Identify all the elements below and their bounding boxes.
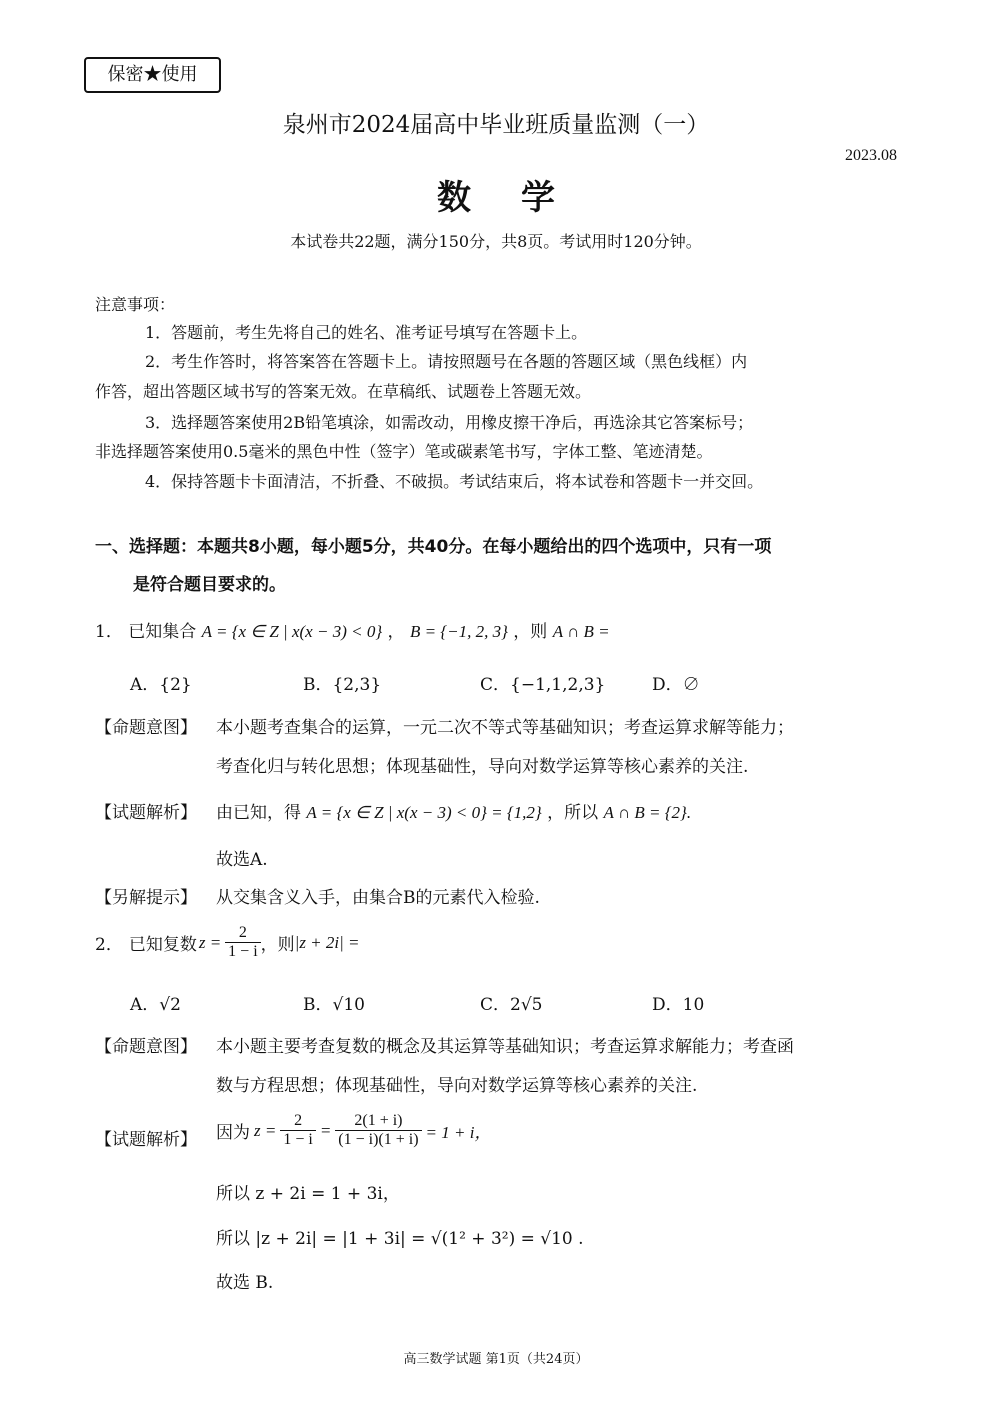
z-symbol: z = <box>198 932 222 952</box>
option-d: D．∅ <box>652 675 700 695</box>
fraction-numerator: 2 <box>225 924 260 943</box>
because-text: 因为 <box>216 1123 250 1143</box>
section-heading-cont: 是符合题目要求的。 <box>133 575 286 595</box>
exam-title: 泉州市2024届高中毕业班质量监测（一） <box>282 112 710 138</box>
analysis-label: 【试题解析】 <box>95 1130 197 1150</box>
set-a: A = {x ∈ Z | x(x − 3) < 0} <box>201 622 383 641</box>
notice-item-3: 3．选择题答案使用2B铅笔填涂，如需改动，用橡皮擦干净后，再选涂其它答案标号； <box>145 413 754 432</box>
analysis-line-1 <box>216 1112 491 1149</box>
analysis-prefix: 由已知，得 <box>216 803 301 823</box>
analysis-label: 【试题解析】 <box>95 803 197 823</box>
analysis-result: A ∩ B = {2}. <box>603 803 692 822</box>
analysis-so: ，所以 <box>547 803 599 823</box>
comma: ， <box>387 622 405 642</box>
option-a: A．√2 <box>130 995 181 1015</box>
question-1 <box>95 617 610 642</box>
fraction-2-denominator: (1 − i)(1 + i) <box>338 1131 419 1148</box>
notice-item-2-cont: 作答，超出答题区域书写的答案无效。在草稿纸、试题卷上答题无效。 <box>95 382 592 401</box>
fraction-2-numerator: 2(1 + i) <box>335 1112 421 1131</box>
confidential-badge: 保密★使用 <box>84 57 221 93</box>
subject-title: 数学 <box>437 178 605 218</box>
then-text: ，则 <box>260 935 295 955</box>
intent-text: 本小题主要考查复数的概念及其运算等基础知识；考查运算求解能力；考查函 <box>216 1037 794 1057</box>
fraction-2 <box>335 1112 421 1149</box>
result: = 1 + i， <box>425 1123 492 1142</box>
question-number: 2． <box>95 935 123 955</box>
exam-info: 本试卷共22题，满分150分，共8页。考试用时120分钟。 <box>290 232 702 251</box>
exam-date: 2023.08 <box>845 147 897 164</box>
question-2 <box>95 924 360 961</box>
notice-item-3-cont: 非选择题答案使用0.5毫米的黑色中性（签字）笔或碳素笔书写，字体工整、笔迹清楚。 <box>95 442 713 461</box>
analysis-step-2: 所以 z + 2i = 1 + 3i， <box>216 1184 400 1204</box>
intent-label: 【命题意图】 <box>95 1037 197 1057</box>
z-eq: z = <box>254 1120 277 1140</box>
option-a: A．{2} <box>130 675 192 695</box>
notice-item-1: 1．答题前，考生先将自己的姓名、准考证号填写在答题卡上。 <box>145 323 588 342</box>
notice-item-2: 2．考生作答时，将答案答在答题卡上。请按照题号在各题的答题区域（黑色线框）内 <box>145 352 748 371</box>
question-stem: 已知集合 <box>128 622 197 642</box>
option-d: D．10 <box>652 995 705 1015</box>
intent-text: 本小题考查集合的运算，一元二次不等式等基础知识；考查运算求解等能力； <box>216 718 794 738</box>
fraction-1 <box>280 1112 315 1149</box>
intersection-expr: A ∩ B = <box>552 622 610 641</box>
answer-text: 故选A. <box>216 850 268 870</box>
question-stem: 已知复数 <box>128 935 197 955</box>
fraction-1-denominator: 1 − i <box>283 1131 313 1148</box>
fraction <box>225 924 260 961</box>
page-footer: 高三数学试题 第1页（共24页） <box>403 1352 589 1367</box>
intent-text-cont: 数与方程思想；体现基础性，导向对数学运算等核心素养的关注. <box>216 1076 698 1096</box>
notice-item-4: 4．保持答题卡卡面清洁，不折叠、不破损。考试结束后，将本试卷和答题卡一并交回。 <box>145 472 764 491</box>
analysis-set: A = {x ∈ Z | x(x − 3) < 0} = {1,2} <box>306 803 542 822</box>
alt-text: 从交集含义入手，由集合B的元素代入检验. <box>216 888 540 908</box>
notice-title: 注意事项： <box>95 295 176 314</box>
analysis-step-3: 所以 |z + 2i| = |1 + 3i| = √(1² + 3²) = √10 . <box>216 1229 584 1249</box>
option-b: B．√10 <box>303 995 365 1015</box>
intent-text-cont: 考查化归与转化思想；体现基础性，导向对数学运算等核心素养的关注. <box>216 757 749 777</box>
then-text: ，则 <box>513 622 548 642</box>
alt-label: 【另解提示】 <box>95 888 197 908</box>
option-c: C．2√5 <box>480 995 543 1015</box>
option-b: B．{2,3} <box>303 675 382 695</box>
intent-label: 【命题意图】 <box>95 718 197 738</box>
option-c: C．{−1,1,2,3} <box>480 675 606 695</box>
fraction-denominator: 1 − i <box>228 943 258 960</box>
answer-text: 故选 B. <box>216 1273 274 1293</box>
fraction-1-numerator: 2 <box>280 1112 315 1131</box>
section-heading: 一、选择题：本题共8小题，每小题5分，共40分。在每小题给出的四个选项中，只有一项 <box>95 537 772 557</box>
analysis-text <box>216 798 691 823</box>
question-number: 1． <box>95 622 123 642</box>
abs-expr: |z + 2i| = <box>294 932 360 952</box>
equals: = <box>319 1120 332 1140</box>
set-b: B = {−1, 2, 3} <box>409 622 508 641</box>
